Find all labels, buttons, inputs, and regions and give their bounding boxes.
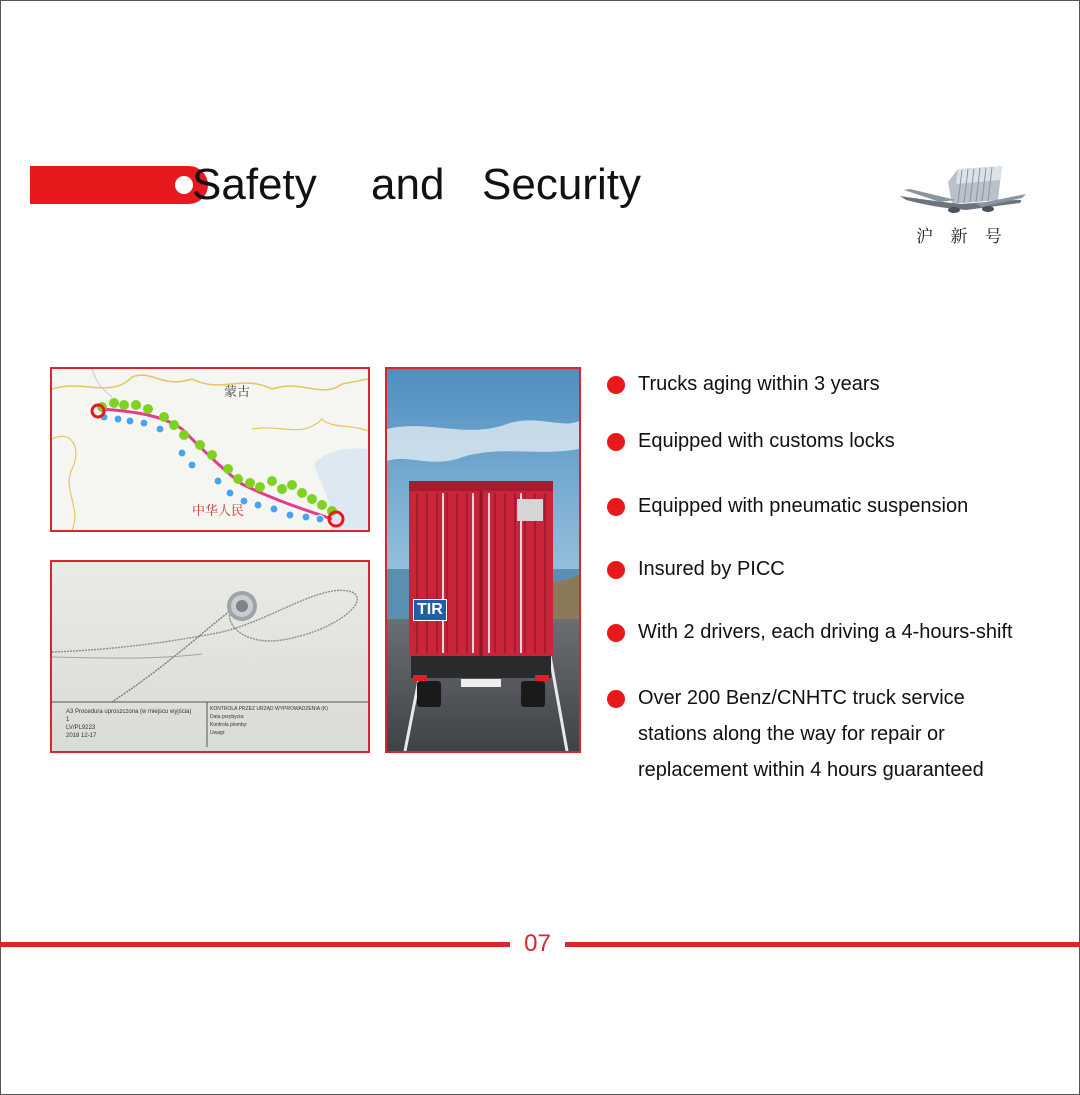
route-map-image [50,367,370,532]
customs-seal-image [50,560,370,753]
seal-form-text: Uwagi: [210,730,226,736]
list-item-text: Over 200 Benz/CNHTC truck service stations along the way for repair or replacement within 4 hours guaranteed [638,687,984,781]
title-accent-bar [30,166,178,204]
seal-form-text: 1 [66,717,70,723]
bullet-dot-icon [607,624,625,642]
seal-form-left [66,708,191,740]
seal-form-text: KONTROLA PRZEZ URZĄD WYPROWADZENIA (K) [210,706,328,712]
tir-plate: TIR [413,599,447,621]
logo-text: 沪 新 号 [916,227,1008,247]
page-title-word-security: Security [482,160,641,209]
bullet-dot-icon [607,376,625,394]
seal-form-text: A3 Procedura uproszczona (w miejscu wyjścia) [66,709,192,715]
bullet-dot-icon [607,498,625,516]
footer-rule-right [565,942,1080,947]
truck-graphic [387,369,579,751]
seal-form-text: LV/PL9223 [66,725,96,731]
seal-form-text: 2018 12-17 [66,733,97,739]
list-item-text: With 2 drivers, each driving a 4-hours-shift [638,621,1013,643]
brand-logo [896,160,1028,250]
list-item-text: Equipped with pneumatic suspension [638,495,969,517]
seal-form-text: Data przybycia: [210,714,245,720]
bullet-dot-icon [607,561,625,579]
page-number: 07 [524,930,551,957]
list-item-text: Equipped with customs locks [638,430,895,452]
page-title-word-and: and [371,160,445,209]
footer-rule-left [0,942,510,947]
airplane-with-container-icon [896,160,1028,222]
map-label-mongolia: 蒙古 [224,385,251,400]
list-item-text: Trucks aging within 3 years [638,373,880,395]
truck-container-image [385,367,581,753]
list-item-text: Insured by PICC [638,558,785,580]
seal-form-right [210,705,328,737]
seal-form-text: Kontrola plomby: [210,722,248,728]
bullet-dot-icon [607,690,625,708]
map-label-china: 中华人民 [192,504,245,519]
page-title-word-safety: Safety [192,160,317,209]
bullet-dot-icon [607,433,625,451]
